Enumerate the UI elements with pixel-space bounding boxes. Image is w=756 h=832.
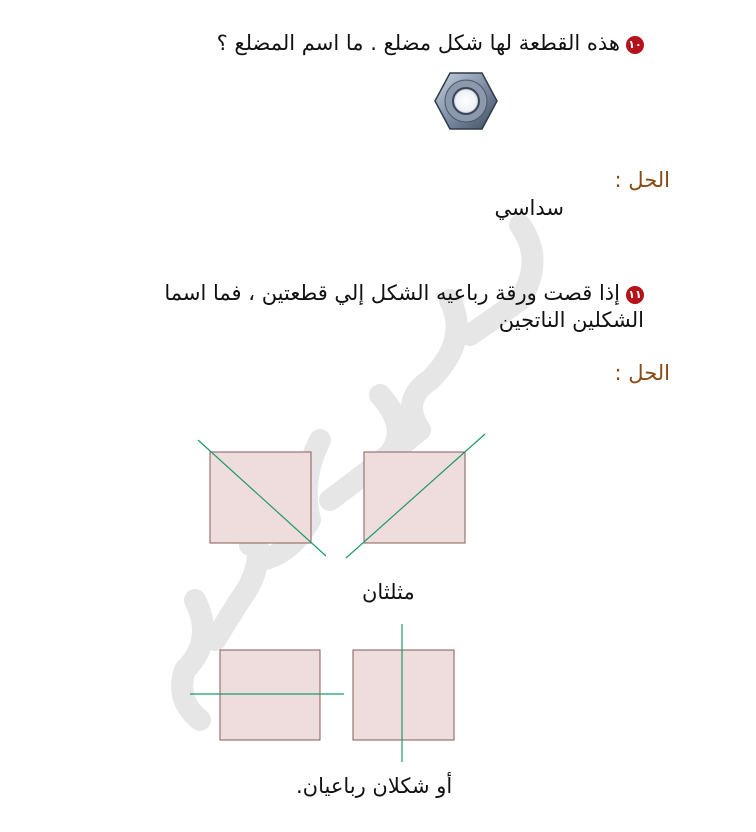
question-number-badge: ١٠ (626, 36, 644, 54)
solution-label: الحل : (614, 168, 670, 192)
square-shape (220, 650, 320, 740)
question-text-line-2: الشكلين الناتجين (498, 308, 644, 332)
answer-text: سداسي (494, 196, 564, 220)
answer-triangles-text: مثلثان (362, 580, 415, 604)
question-number-badge: ١١ (626, 286, 644, 304)
square-shape (353, 650, 454, 740)
solution-label: الحل : (614, 361, 670, 385)
question-text: هذه القطعة لها شكل مضلع . ما اسم المضلع ؟ (216, 31, 620, 55)
answer-quads-text: أو شكلان رباعيان. (296, 774, 453, 798)
question-text-line-1: إذا قصت ورقة رباعيه الشكل إلي قطعتين ، فما اسما (164, 281, 620, 305)
